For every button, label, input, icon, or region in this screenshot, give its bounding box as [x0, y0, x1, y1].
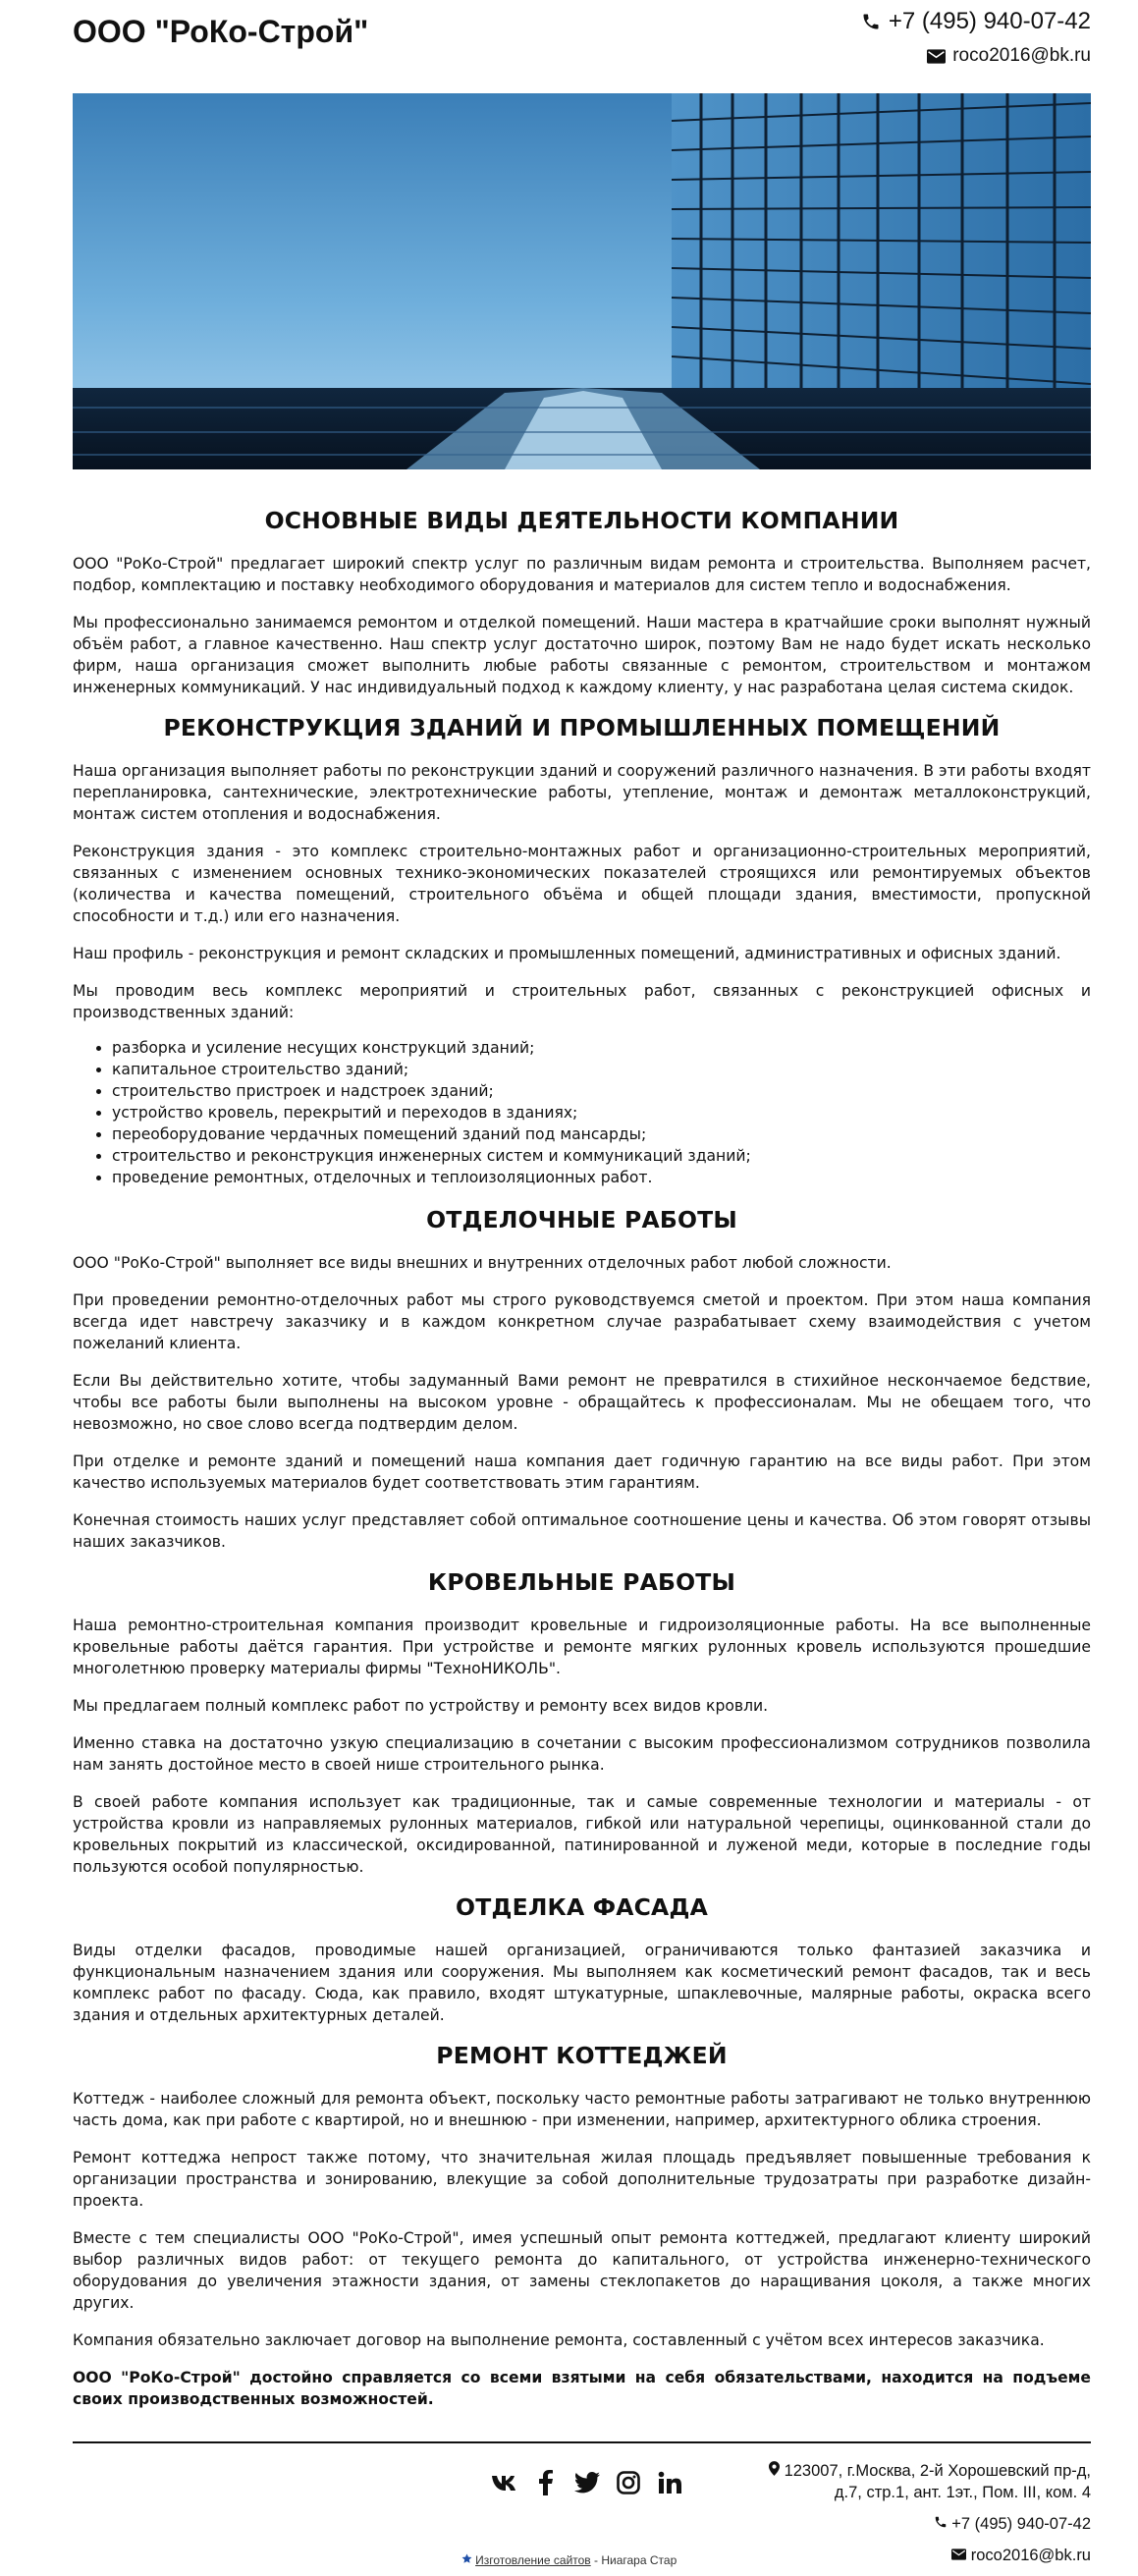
section-title-reconstruction: РЕКОНСТРУКЦИЯ ЗДАНИЙ И ПРОМЫШЛЕННЫХ ПОМЕЩЕНИЙ: [163, 714, 1001, 741]
map-marker-icon: [769, 2461, 780, 2476]
list-item: • капитальное строительство зданий;: [112, 1059, 1091, 1080]
list-item: • разборка и усиление несущих конструкций зданий;: [112, 1037, 1091, 1059]
paragraph: Виды отделки фасадов, проводимые нашей организацией, ограничиваются только фантазией заказчика и функциональным назначением здания или сооружения. Мы выполняем как косметический ремонт фасадов, так и весь комплекс работ по фасаду. Сюда, как правило, входят штукатурные, шпаклевочные, малярные работы, окраска всего здания и отдельных архитектурных деталей.: [73, 1942, 1091, 2024]
credit-link[interactable]: Изготовление сайтов: [475, 2553, 591, 2567]
paragraph: Конечная стоимость наших услуг представляет собой оптимальное соотношение цены и качества. Об этом говорят отзывы наших заказчиков.: [73, 1511, 1091, 1551]
list-item: • переоборудование чердачных помещений зданий под мансарды;: [112, 1124, 1091, 1145]
footer-address-text: 123007, г.Москва, 2-й Хорошевский пр-д, д.7, стр.1, ант. 1эт., Пом. III, ком. 4: [784, 2462, 1091, 2501]
paragraph: Вместе с тем специалисты ООО "РоКо-Строй", имея успешный опыт ремонта коттеджей, предлагают клиенту широкий выбор различных видов работ: от текущего ремонта до капитального, от устройства инженерно-технического оборудования до увеличения этажности здания, от замены стеклопакетов до наращивания цоколя, а также многих других.: [73, 2229, 1091, 2312]
vk-icon[interactable]: [491, 2469, 518, 2496]
paragraph: Мы проводим весь комплекс мероприятий и строительных работ, связанных с реконструкцией офисных и производственных зданий:: [73, 982, 1091, 1021]
header-phone: +7 (495) 940-07-42: [888, 8, 1091, 34]
section-title-facade: ОТДЕЛКА ФАСАДА: [456, 1893, 708, 1921]
paragraph: При проведении ремонтно-отделочных работ мы строго руководствуемся сметой и проектом. При этом наша компания всегда идет навстречу заказчику и в каждом конкретном случае разрабатывает схему взаимодействия с учетом пожеланий клиента.: [73, 1291, 1091, 1352]
phone-icon: [934, 2515, 948, 2529]
site-header: [73, 0, 1091, 90]
reconstruction-list: [73, 1037, 1091, 1188]
footer-phone: +7 (495) 940-07-42: [951, 2515, 1091, 2533]
list-item: • устройство кровель, перекрытий и переходов в зданиях;: [112, 1102, 1091, 1124]
site-credit: [0, 2553, 1138, 2567]
list-item: • строительство и реконструкция инженерных систем и коммуникаций зданий;: [112, 1145, 1091, 1167]
footer-divider: [73, 2441, 1091, 2443]
header-contacts: [861, 8, 1091, 67]
paragraph: В своей работе компания использует как традиционные, так и самые современные технологии и материалы - от устройства кровли из направляемых рулонных материалов, гибкой или натуральной черепицы, оцинкованной стали до кровельных покрытий из классической, оксидированной, патинированной и луженой меди, которые в последние годы пользуются особой популярностью.: [73, 1793, 1091, 1876]
paragraph: Реконструкция здания - это комплекс строительно-монтажных работ и организационно-строительных мероприятий, связанных с изменением основных технико-экономических показателей строящихся или ремонтируемых объектов (количества и качества помещений, строительного объёма и общей площади здания, вместимости, пропускной способности и т.д.) или его назначения.: [73, 843, 1091, 925]
linkedin-icon[interactable]: [656, 2469, 683, 2496]
company-name: ООО "РоКо-Строй": [73, 14, 369, 49]
paragraph: Коттедж - наиболее сложный для ремонта объект, поскольку часто ремонтные работы затрагивают не только внутреннюю часть дома, как при работе с квартирой, но и внешнюю - при изменении, например, архитектурного облика строения.: [73, 2090, 1091, 2129]
paragraph: Именно ставка на достаточно узкую специализацию в сочетании с высоким профессионализмом сотрудников позволила нам занять достойное место в своей нише строительного рынка.: [73, 1734, 1091, 1774]
section-title-cottages: РЕМОНТ КОТТЕДЖЕЙ: [436, 2042, 728, 2069]
paragraph: ООО "РоКо-Строй" выполняет все виды внешних и внутренних отделочных работ любой сложности.: [73, 1254, 892, 1272]
paragraph: Мы профессионально занимаемся ремонтом и отделкой помещений. Наши мастера в кратчайшие сроки выполнят нужный объём работ, а главное качественно. Наш спектр услуг достаточно широк, поэтому Вам не надо будет искать несколько фирм, наша организация сможет выполнить любые работы связанные с ремонтом, строительством и монтажом инженерных коммуникаций. У нас индивидуальный подход к каждому клиенту, у нас разработана целая система скидок.: [73, 614, 1091, 696]
header-email-link[interactable]: [861, 45, 1091, 67]
social-links: [491, 2469, 683, 2496]
paragraph: При отделке и ремонте зданий и помещений наша компания дает годичную гарантию на все виды работ. При этом качество используемых материалов будет соответствовать этим гарантиям.: [73, 1452, 1091, 1492]
list-item: • строительство пристроек и надстроек зданий;: [112, 1080, 1091, 1102]
paragraph: Ремонт коттеджа непрост также потому, что значительная жилая площадь предъявляет повышенные требования к организации пространства и зонированию, влекущие за собой дополнительные трудозатраты при разработке дизайн-проекта.: [73, 2149, 1091, 2210]
paragraph: Наша ремонтно-строительная компания производит кровельные и гидроизоляционные работы. На все выполненные кровельные работы даётся гарантия. При устройстве и ремонте мягких рулонных кровель используются прошедшие многолетнюю проверку материалы фирмы "ТехноНИКОЛЬ".: [73, 1617, 1091, 1677]
twitter-icon[interactable]: [573, 2469, 601, 2496]
paragraph: Наш профиль - реконструкция и ремонт складских и промышленных помещений, административных и офисных зданий.: [73, 945, 1061, 962]
header-phone-link[interactable]: [861, 8, 1091, 35]
section-title-activities: ОСНОВНЫЕ ВИДЫ ДЕЯТЕЛЬНОСТИ КОМПАНИИ: [264, 507, 899, 534]
footer-email: roco2016@bk.ru: [970, 2547, 1091, 2564]
paragraph: Компания обязательно заключает договор на выполнение ремонта, составленный с учётом всех интересов заказчика.: [73, 2331, 1045, 2349]
paragraph: Мы предлагаем полный комплекс работ по устройству и ремонту всех видов кровли.: [73, 1697, 769, 1715]
paragraph: ООО "РоКо-Строй" предлагает широкий спектр услуг по различным видам ремонта и строительства. Выполняем расчет, подбор, комплектацию и поставку необходимого оборудования и материалов для систем тепло и водоснабжения.: [73, 555, 1091, 594]
closing-statement: ООО "РоКо-Строй" достойно справляется со всеми взятыми на себя обязательствами, находится на подъеме своих производственных возможностей.: [73, 2369, 1091, 2408]
instagram-icon[interactable]: [615, 2469, 642, 2496]
hero-image: [73, 93, 1091, 469]
footer-phone-link[interactable]: [757, 2513, 1091, 2535]
paragraph: Если Вы действительно хотите, чтобы задуманный Вами ремонт не превратился в стихийное нескончаемое бедствие, чтобы все работы были выполнены на высоком уровне - обращайтесь к профессионалам. Мы не обещаем того, что невозможно, но свое слово всегда подтвердим делом.: [73, 1372, 1091, 1433]
footer-address: [757, 2460, 1091, 2503]
facebook-icon[interactable]: [532, 2469, 560, 2496]
envelope-icon: [927, 49, 946, 64]
section-title-roofing: КРОВЕЛЬНЫЕ РАБОТЫ: [427, 1568, 736, 1596]
paragraph: Наша организация выполняет работы по реконструкции зданий и сооружений различного назначения. В эти работы входят перепланировка, сантехнические, электротехнические работы, утепление, монтаж и демонтаж металлоконструкций, монтаж систем отопления и водоснабжения.: [73, 762, 1091, 823]
star-icon: [461, 2553, 472, 2564]
section-title-finishing: ОТДЕЛОЧНЫЕ РАБОТЫ: [426, 1206, 737, 1233]
header-email: roco2016@bk.ru: [952, 45, 1091, 66]
main-content: [73, 497, 1091, 2426]
phone-icon: [861, 12, 881, 31]
building-facade-illustration: [73, 93, 1091, 469]
list-item: • проведение ремонтных, отделочных и теплоизоляционных работ.: [112, 1167, 1091, 1188]
credit-text: - Ниагара Стар: [590, 2553, 677, 2567]
